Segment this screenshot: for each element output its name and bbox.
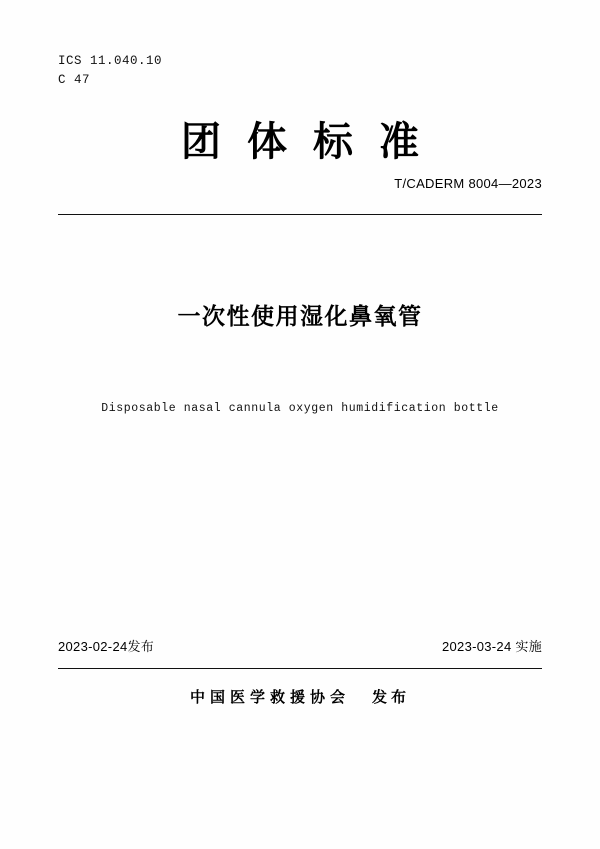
publisher-line bbox=[58, 686, 542, 707]
publisher-verb: 发布 bbox=[372, 688, 411, 706]
cover-content bbox=[58, 0, 542, 849]
standard-type-heading: 团体标准 bbox=[181, 119, 445, 165]
header-divider bbox=[58, 214, 542, 215]
document-title-chinese: 一次性使用湿化鼻氧管 bbox=[177, 304, 423, 330]
issue-date: 2023-02-24发布 bbox=[58, 639, 155, 654]
effective-date: 2023-03-24 实施 bbox=[441, 639, 542, 654]
document-title-english: Disposable nasal cannula oxygen humidification bottle bbox=[101, 402, 499, 415]
ccs-code: C 47 bbox=[58, 73, 91, 88]
standard-number: T/CADERM 8004—2023 bbox=[394, 176, 542, 191]
ics-classification-block bbox=[58, 52, 162, 91]
dates-row bbox=[58, 636, 542, 655]
footer-divider bbox=[58, 668, 542, 669]
publisher-organization: 中国医学救援协会 bbox=[189, 688, 350, 706]
ics-code: ICS 11.040.10 bbox=[58, 54, 163, 68]
